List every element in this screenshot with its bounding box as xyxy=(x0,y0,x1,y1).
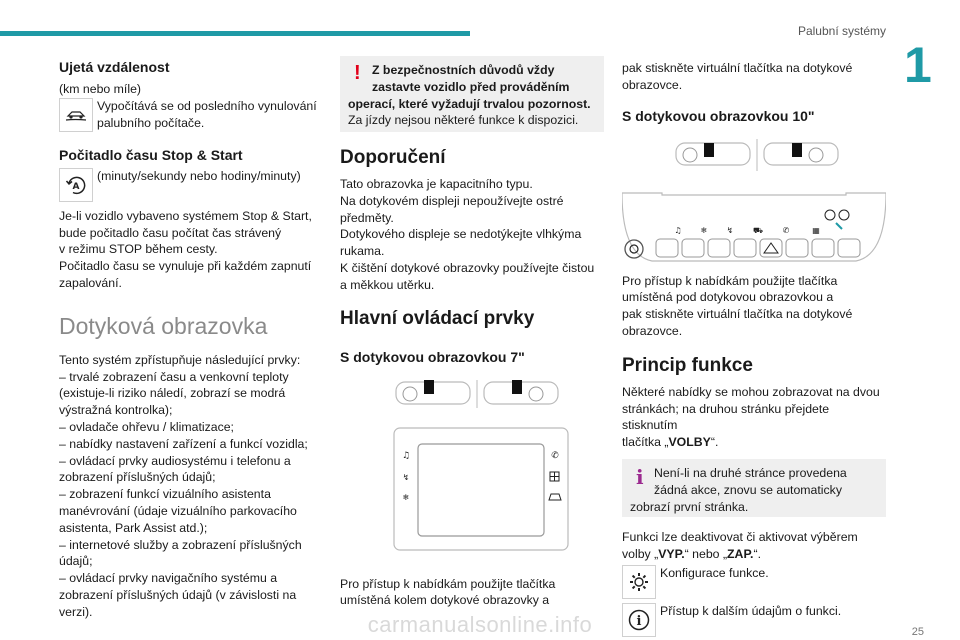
options-keyword: VOLBY xyxy=(668,435,711,450)
list-line: – internetové služby a zobrazení příslušných xyxy=(59,537,302,552)
svg-text:↯: ↯ xyxy=(402,472,410,482)
continued-line: pak stiskněte virtuální tlačítka na dotykové xyxy=(622,61,853,75)
distance-desc: Vypočítává se od posledního vynulování palubního počítače. xyxy=(97,98,317,130)
info-box xyxy=(622,459,886,517)
touchscreen-intro: Tento systém zpřístupňuje následující prvky: xyxy=(59,352,301,367)
screen10-text: obrazovce. xyxy=(622,323,683,338)
continued-line: obrazovce. xyxy=(622,77,683,92)
stopstart-unit: (minuty/sekundy nebo hodiny/minuty) xyxy=(97,168,301,183)
more-info-text: Přístup k dalším údajům o funkci. xyxy=(660,603,842,618)
rec-line: Na dotykovém displeji nepoužívejte ostré xyxy=(340,193,564,208)
list-line: – nabídky nastavení zařízení a funkcí vozidla; xyxy=(59,436,308,451)
svg-text:❄: ❄ xyxy=(402,492,410,502)
column-1 xyxy=(59,56,323,621)
stopstart-line: Počitadlo času se vynuluje při každém zapnutí xyxy=(59,259,312,274)
info-icon: i xyxy=(636,464,644,489)
principle-line: stránkách; na druhou stránku přejdete stisknutím xyxy=(622,401,830,433)
list-line: zobrazení příslušných údajů (v závislosti na xyxy=(59,587,297,602)
configure-text: Konfigurace funkce. xyxy=(660,565,769,580)
warning-line: Z bezpečnostních důvodů vždy xyxy=(372,63,555,77)
svg-text:♫: ♫ xyxy=(401,450,411,461)
off-keyword: VYP. xyxy=(658,546,685,561)
screen7-text: umístěná kolem dotykové obrazovky a xyxy=(340,593,550,608)
svg-text:↯: ↯ xyxy=(726,225,734,235)
svg-text:❄: ❄ xyxy=(700,225,708,235)
stopstart-line: zapalování. xyxy=(59,275,122,290)
rec-line: rukama. xyxy=(340,244,385,259)
screen7-heading: S dotykovou obrazovkou 7" xyxy=(340,348,525,365)
settings-gear-icon xyxy=(622,565,656,599)
road-distance-icon xyxy=(59,98,93,132)
rec-line: předměty. xyxy=(340,210,394,225)
stopstart-row xyxy=(59,168,323,202)
list-line: – ovládací prvky navigačního systému a xyxy=(59,571,278,586)
warning-icon: ! xyxy=(354,62,361,84)
list-line: – ovladače ohřevu / klimatizace; xyxy=(59,419,234,434)
svg-text:♫: ♫ xyxy=(674,225,682,235)
list-line: manévrování (údaje vizuálního parkovacího xyxy=(59,503,297,518)
screen7-illustration xyxy=(340,376,604,572)
svg-text:⛟: ⛟ xyxy=(752,225,764,235)
list-line: údajů; xyxy=(59,554,93,569)
main-controls-heading: Hlavní ovládací prvky xyxy=(340,307,535,329)
list-line: výstražná kontrolka); xyxy=(59,403,173,418)
principle-line: Některé nabídky se mohou zobrazovat na dvou xyxy=(622,384,880,399)
list-line: – zobrazení funkcí vizuálního asistenta xyxy=(59,487,271,502)
svg-text:✆: ✆ xyxy=(551,450,559,461)
safety-warning-box xyxy=(340,56,604,132)
rec-line: a měkkou utěrku. xyxy=(340,277,435,292)
screen10-illustration xyxy=(622,135,886,263)
stop-start-icon xyxy=(59,168,93,202)
activation-mid: “ nebo „ xyxy=(684,546,728,561)
principle-line xyxy=(622,434,886,451)
rec-line: K čištění dotykové obrazovky používejte čistou xyxy=(340,260,595,275)
screen10-text: Pro přístup k nabídkám použijte tlačítka xyxy=(622,273,838,288)
info-line: zobrazí první stránka. xyxy=(630,499,749,514)
warning-note: Za jízdy nejsou některé funkce k dispozici. xyxy=(348,113,579,128)
svg-text:✆: ✆ xyxy=(782,225,790,235)
info-line: Není-li na druhé stránce provedena xyxy=(654,465,847,480)
screen10-heading: S dotykovou obrazovkou 10" xyxy=(622,107,815,124)
principle-heading: Princip funkce xyxy=(622,354,753,376)
screen7-text: Pro přístup k nabídkám použijte tlačítka xyxy=(340,576,556,591)
site-watermark: carmanualsonline.info xyxy=(367,612,593,637)
warning-line: operací, které vyžadují trvalou pozornost. xyxy=(348,96,591,111)
column-3 xyxy=(622,56,886,637)
list-line: verzi). xyxy=(59,604,93,619)
info-line: žádná akce, znovu se automaticky xyxy=(654,482,842,497)
screen10-text: umístěná pod dotykovou obrazovkou a xyxy=(622,290,834,305)
svg-text:▦: ▦ xyxy=(812,225,820,235)
principle-post: “. xyxy=(710,435,719,450)
principle-pre: tlačítka „ xyxy=(622,435,669,450)
recommendations-heading: Doporučení xyxy=(340,147,446,168)
screen10-drawing xyxy=(622,135,886,263)
page-number: 25 xyxy=(911,626,924,638)
feature-list xyxy=(59,369,323,621)
configure-row xyxy=(622,565,886,599)
stopstart-line: bude počitadlo času počítat čas strávený xyxy=(59,225,282,240)
activation-post: “. xyxy=(753,546,761,561)
distance-heading: Ujetá vzdálenost xyxy=(59,59,170,75)
section-header-title: Palubní systémy xyxy=(797,24,886,38)
touchscreen-heading: Dotyková obrazovka xyxy=(59,312,268,339)
list-line: – trvalé zobrazení času a venkovní teploty xyxy=(59,369,289,384)
rec-line: Dotykového displeje se nedotýkejte vlhkýma xyxy=(340,227,582,242)
list-line: – ovládací prvky audiosystému i telefonu a xyxy=(59,453,291,468)
screen7-drawing xyxy=(340,376,604,572)
list-line: zobrazení příslušných údajů; xyxy=(59,470,216,485)
stopstart-heading: Počitadlo času Stop & Start xyxy=(59,146,243,163)
svg-text:A: A xyxy=(72,181,80,192)
chapter-number: 1 xyxy=(904,37,932,93)
list-line: (existuje-li riziko náledí, zobrazí se modrá xyxy=(59,386,286,401)
rec-line: Tato obrazovka je kapacitního typu. xyxy=(340,177,533,191)
svg-text:i: i xyxy=(636,613,642,629)
column-2 xyxy=(340,56,604,609)
stopstart-line: Je-li vozidlo vybaveno systémem Stop & Start, xyxy=(59,208,312,223)
activation-line xyxy=(622,546,886,563)
header-accent-bar xyxy=(0,31,470,36)
warning-line: zastavte vozidlo před prováděním xyxy=(372,79,570,94)
activation-line: Funkci lze deaktivovat či aktivovat výběrem xyxy=(622,529,858,544)
list-line: asistenta, Park Assist atd.); xyxy=(59,520,208,535)
stopstart-line: v režimu STOP během cesty. xyxy=(59,242,218,257)
screen10-text: pak stiskněte virtuální tlačítka na dotykové xyxy=(622,307,853,322)
distance-unit: (km nebo míle) xyxy=(59,82,142,96)
activation-pre: volby „ xyxy=(622,546,659,561)
on-keyword: ZAP. xyxy=(727,546,754,561)
distance-row xyxy=(59,98,323,132)
